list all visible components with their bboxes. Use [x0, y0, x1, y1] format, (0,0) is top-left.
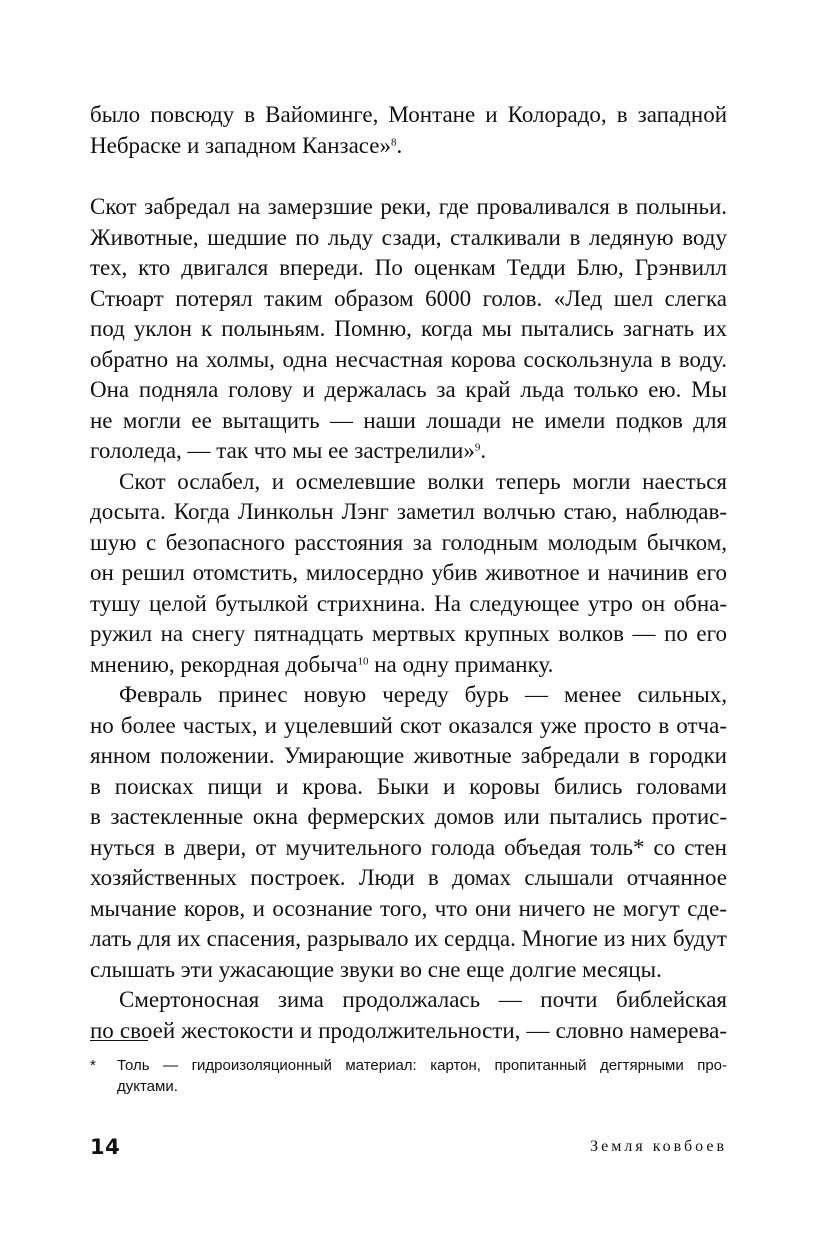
text-line: ружил на снегу пятнадцать мертвых крупных волков — по его	[90, 621, 727, 646]
text-line: он решил отомстить, милосердно убив животное и начинив его	[90, 560, 727, 585]
running-title: Земля ковбоев	[590, 1138, 727, 1155]
text-line: нуться в двери, от мучительного голода объедая толь* со стен	[90, 834, 727, 860]
text-line: в поисках пищи и крова. Быки и коровы бились головами	[90, 773, 727, 799]
text-line: шую с безопасного расстояния за голодным молодым бычком,	[90, 529, 727, 555]
footnote	[90, 1055, 727, 1097]
text-line: слышать эти ужасающие звуки во сне еще долгие месяцы.	[90, 956, 662, 982]
text-line: обратно на холмы, одна несчастная корова соскользнула в воду.	[90, 346, 727, 372]
text-line: было повсюду в Вайоминге, Монтане и Колорадо, в западной	[90, 102, 727, 127]
page-number: 14	[90, 1135, 121, 1159]
footnote-line: Толь — гидроизоляционный материал: картон, пропитанный дегтярными про-	[117, 1057, 727, 1074]
footnote-line: дуктами.	[117, 1078, 178, 1095]
paragraph-1	[90, 100, 727, 161]
footnote-mark: *	[90, 1057, 96, 1074]
text-line: в застекленные окна фермерских домов или пытались протис-	[90, 804, 727, 829]
endnote-ref[interactable]: 8	[391, 135, 397, 148]
text-line: Небраске и западном Канзасе»$^8$.	[90, 132, 403, 158]
text-line: не могли ее вытащить — наши лошади не имели подков для	[90, 407, 727, 433]
text-line: досыта. Когда Линкольн Лэнг заметил волчью стаю, наблюдав-	[90, 499, 727, 524]
text-line: лать для их спасения, разрывало их сердца. Многие из них будут	[90, 926, 727, 951]
text-line: по своей жестокости и продолжительности, — словно намерева-	[90, 1017, 727, 1043]
text-line: мычание коров, и осознание того, что они ничего не могут сде-	[90, 895, 727, 921]
text-line: мнению, рекордная добыча$^{10}$ на одну приманку.	[90, 651, 554, 677]
text-line: Скот ослабел, и осмелевшие волки теперь могли наесться	[119, 468, 727, 494]
text-line: но более частых, и уцелевший скот оказался уже просто в отча-	[90, 712, 727, 738]
text-line: гололеда, — так что мы ее застрелили»$^9$.	[90, 438, 487, 463]
text-line: Животные, шедшие по льду сзади, сталкивали в ледяную воду	[90, 224, 727, 250]
text-line: хозяйственных построек. Люди в домах слышали отчаянное	[90, 865, 727, 890]
text-line: Стюарт потерял таким образом 6000 голов. «Лед шел слегка	[90, 285, 727, 311]
endnote-ref[interactable]: 10	[357, 654, 369, 667]
endnote-ref[interactable]: 9	[474, 441, 481, 454]
text-line: Скот забредал на замерзшие реки, где проваливался в полыньи.	[90, 194, 727, 219]
paragraph-2	[90, 192, 727, 1046]
footnote-divider	[90, 1040, 148, 1041]
text-line: Она подняла голову и держалась за край льда только ею. Мы	[90, 377, 727, 402]
text-line: тех, кто двигался впереди. По оценкам Тедди Блю, Грэнвилл	[90, 255, 727, 280]
text-line: Февраль принес новую череду бурь — менее сильных,	[119, 682, 727, 707]
text-line: тушу целой бутылкой стрихнина. На следующее утро он обна-	[90, 590, 727, 616]
text-line: Смертоносная зима продолжалась — почти библейская	[119, 987, 727, 1012]
text-line: под уклон к полыньям. Помню, когда мы пытались загнать их	[90, 316, 727, 341]
text-line: янном положении. Умирающие животные забредали в городки	[90, 743, 727, 768]
